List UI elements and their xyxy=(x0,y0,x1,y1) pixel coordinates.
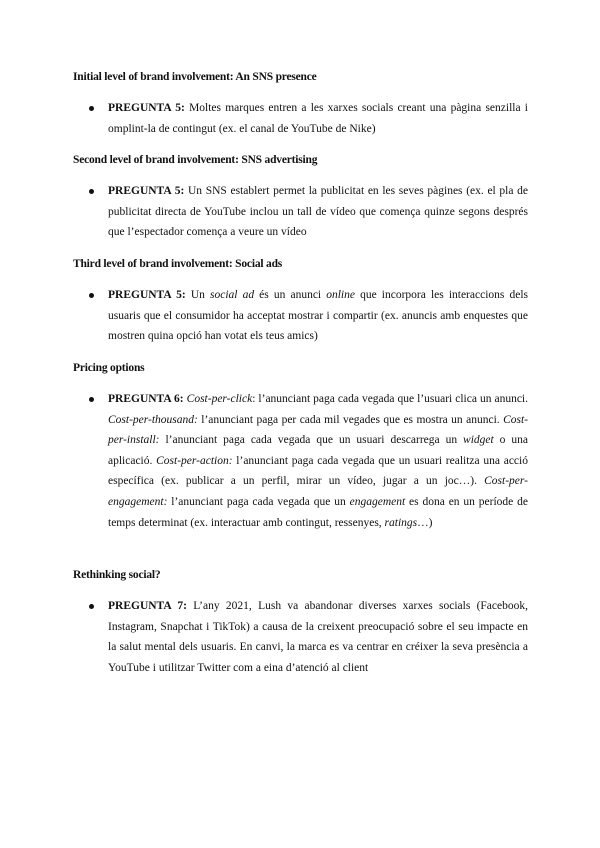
text-segment: l’anunciant paga per cada mil vegades que es mostra un anunci. xyxy=(197,413,504,426)
question-body xyxy=(108,393,528,529)
bullet-dot-icon xyxy=(89,293,94,298)
section-heading-sns-advertising: Second level of brand involvement: SNS advertising xyxy=(73,154,318,166)
section-heading-social-ads: Third level of brand involvement: Social ads xyxy=(73,258,283,270)
question-label: PREGUNTA 5: xyxy=(108,185,185,197)
bullet-item-social-ads xyxy=(108,285,528,347)
bullet-dot-icon xyxy=(89,604,94,609)
text-segment: : l’anunciant paga cada vegada que l’usuari clica un anunci. xyxy=(252,393,529,405)
text-segment: es dona en un període de temps determinat (ex. interactuar amb contingut, ressenyes, xyxy=(108,495,528,529)
question-label: PREGUNTA 6: xyxy=(108,393,184,405)
italic-term: Cost-per-install: xyxy=(108,413,528,447)
italic-term: ratings xyxy=(384,516,418,529)
section-heading-sns-presence: Initial level of brand involvement: An SNS presence xyxy=(73,71,317,83)
bullet-dot-icon xyxy=(89,106,94,111)
question-label: PREGUNTA 5: xyxy=(108,289,186,301)
text-segment: és un anunci xyxy=(254,289,327,301)
text-segment: Moltes marques entren a les xarxes socials creant una pàgina senzilla i omplint-la de contingut (ex. el canal de YouTube de Nike) xyxy=(108,102,528,135)
text-segment: L’any 2021, Lush va abandonar diverses xarxes socials (Facebook, Instagram, Snapchat i TikTok) a causa de la creixent preocupació sobre el seu impacte en la salut mental dels usuaris. En canvi, la marca es va centrar en créixer la seva presència a YouTube i utilitzar Twitter com a eina d’atenció al client xyxy=(108,600,528,674)
italic-term: Cost-per-thousand: xyxy=(108,413,198,426)
italic-term: social ad xyxy=(210,289,255,301)
bullet-item-pricing-options xyxy=(108,389,528,533)
text-segment: Un xyxy=(185,289,210,301)
italic-term: Cost-per-engagement: xyxy=(108,475,528,508)
text-segment: que incorpora les interaccions dels usuaris que el consumidor ha acceptat mostrar i compartir (ex. anuncis amb enquestes que mostren quina opció han votat els teus amics) xyxy=(108,289,528,343)
section-heading-rethinking-social: Rethinking social? xyxy=(73,569,161,581)
text-segment: l’anunciant paga cada vegada que un usuari realitza una acció específica (ex. publicar a un perfil, mirar un vídeo, jugar a un joc…). xyxy=(108,454,528,488)
text-segment: …) xyxy=(417,516,433,529)
italic-term: Cost-per-click xyxy=(186,393,253,405)
text-segment: l’anunciant paga cada vegada que un xyxy=(167,495,350,508)
bullet-item-sns-presence xyxy=(108,98,528,139)
text-segment: l’anunciant paga cada vegada que un usuari descarrega un xyxy=(159,434,464,447)
italic-term: widget xyxy=(463,434,494,447)
text-segment: o una aplicació. xyxy=(108,434,528,467)
bullet-item-sns-advertising xyxy=(108,181,528,243)
question-label: PREGUNTA 5: xyxy=(108,102,185,114)
bullet-dot-icon xyxy=(89,189,94,194)
italic-term: online xyxy=(326,289,355,301)
bullet-dot-icon xyxy=(89,397,94,402)
italic-term: engagement xyxy=(349,495,406,508)
italic-term: Cost-per-action: xyxy=(156,454,233,467)
section-heading-pricing-options: Pricing options xyxy=(73,362,145,374)
bullet-item-rethinking-social xyxy=(108,596,528,678)
text-segment: Un SNS establert permet la publicitat en les seves pàgines (ex. el pla de publicitat directa de YouTube inclou un tall de vídeo que comença quinze segons després que l’espectador comença a veure un vídeo xyxy=(108,185,529,239)
question-label: PREGUNTA 7: xyxy=(108,600,187,612)
